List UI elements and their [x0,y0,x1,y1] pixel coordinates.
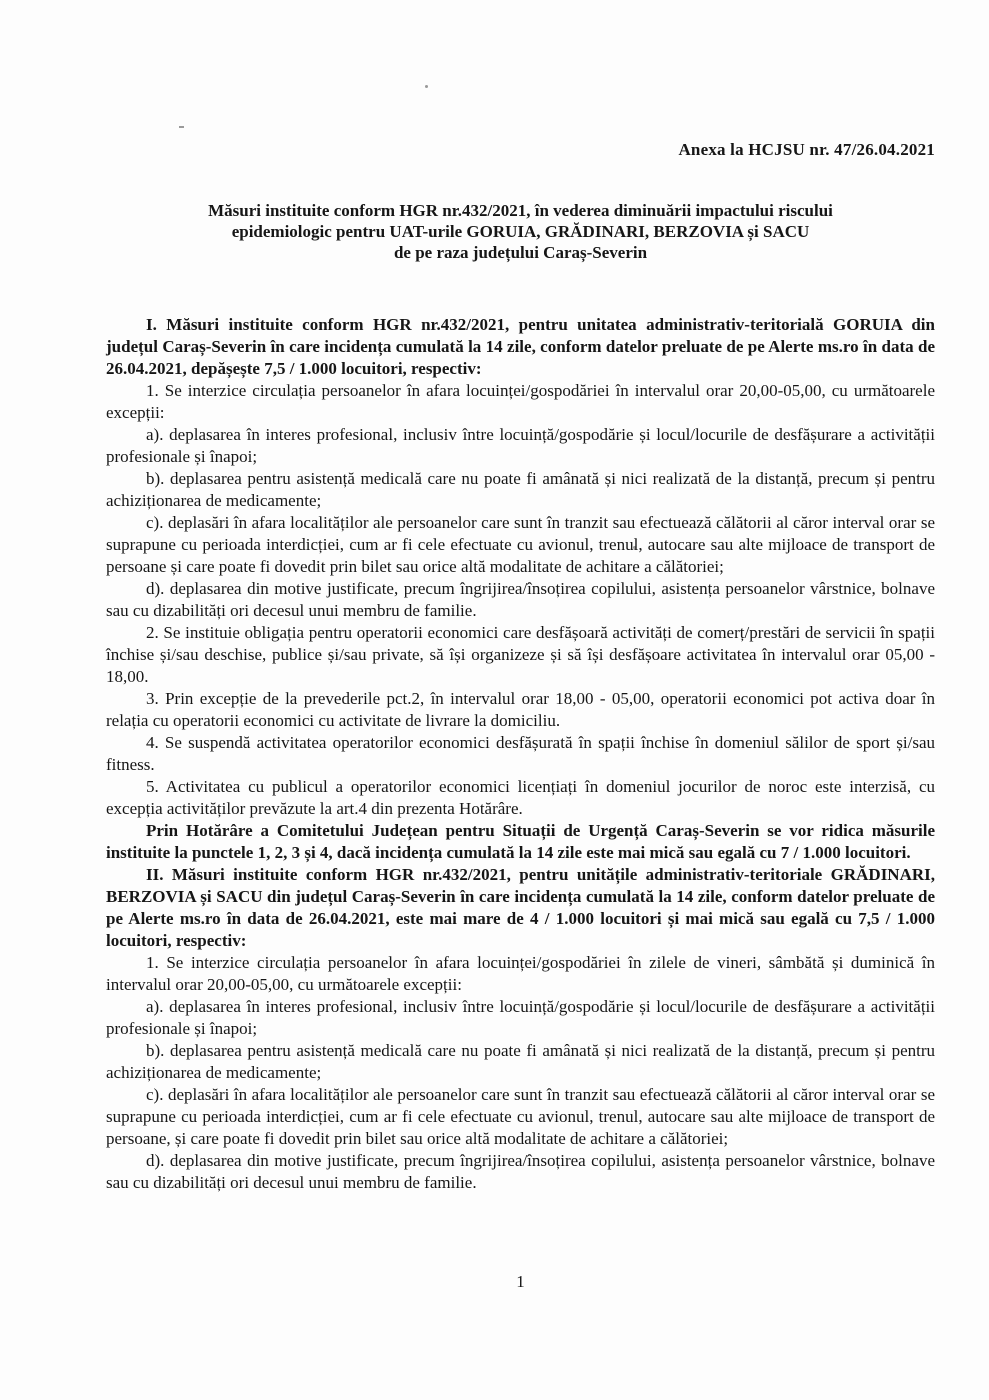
scan-artifact [179,126,184,128]
section-1-point-4: 4. Se suspendă activitatea operatorilor economici desfășurată în spații închise în domeniul sălilor de sport și/sau fitness. [106,733,935,774]
annex-reference: Anexa la HCJSU nr. 47/26.04.2021 [678,140,935,159]
section-1-point-2: 2. Se instituie obligația pentru operatorii economici care desfășoară activități de comerț/prestări de servicii în spații închise și/sau deschise, publice și/sau private, să își organizeze și să își desfășoare activitatea în intervalul orar 05,00 - 18,00. [106,623,935,686]
page-number: 1 [516,1272,525,1291]
section-1-point-5: 5. Activitatea cu publicul a operatorilor economici licențiați în domeniul jocurilor de noroc este interzisă, cu excepția activităților prevăzute la art.4 din prezenta Hotărâre. [106,777,935,818]
section-2-point-1c: c). deplasări în afara localităților ale persoanelor care sunt în tranzit sau efectuează călătorii al căror interval orar se suprapune cu perioada interdicției, cum ar fi cele efectuate cu avionul, trenul, autocare sau alte mijloace de transport de persoane, și care poate fi dovedit prin bilet sau orice altă modalitate de achitare a călătoriei; [106,1085,935,1148]
section-1-point-1: 1. Se interzice circulația persoanelor în afara locuinței/gospodăriei în intervalul orar 20,00-05,00, cu următoarele excepții: [106,381,935,422]
section-2-heading: II. Măsuri instituite conform HGR nr.432/2021, pentru unitățile administrativ-teritoriale GRĂDINARI, BERZOVIA și SACU din județul Caraș-Severin în care incidența cumulată la 14 zile, conform datelor preluate de pe Alerte ms.ro în data de 26.04.2021, este mai mare de 4 / 1.000 locuitori și mai mică sau egală cu 7,5 / 1.000 locuitori, respectiv: [106,865,935,950]
document-title [106,200,935,263]
title-line-1: Măsuri instituite conform HGR nr.432/2021, în vederea diminuării impactului riscului [208,201,833,220]
section-1-point-1a: a). deplasarea în interes profesional, inclusiv între locuință/gospodărie și locul/locurile de desfășurare a activității profesionale și înapoi; [106,425,935,466]
section-1-point-3: 3. Prin excepție de la prevederile pct.2, în intervalul orar 18,00 - 05,00, operatorii economici pot activa doar în relația cu operatorii economici cu activitate de livrare la domiciliu. [106,689,935,730]
section-1-point-1c: c). deplasări în afara localităților ale persoanelor care sunt în tranzit sau efectuează călătorii al căror interval orar se suprapune cu perioada interdicției, cum ar fi cele efectuate cu avionul, trenul, autocare sau alte mijloace de transport de persoane și care poate fi dovedit prin bilet sau orice altă modalitate de achitare a călătoriei; [106,513,935,576]
document-body [106,314,935,1194]
section-1-heading: I. Măsuri instituite conform HGR nr.432/2021, pentru unitatea administrativ-teritorială GORUIA din județul Caraș-Severin în care incidența cumulată la 14 zile, conform datelor preluate de pe Alerte ms.ro în data de 26.04.2021, depășește 7,5 / 1.000 locuitori, respectiv: [106,315,935,378]
section-2-point-1b: b). deplasarea pentru asistență medicală care nu poate fi amânată și nici realizată de la distanță, precum și pentru achiziționarea de medicamente; [106,1041,935,1082]
section-2-point-1a: a). deplasarea în interes profesional, inclusiv între locuință/gospodărie și locul/locurile de desfășurare a activității profesionale și înapoi; [106,997,935,1038]
section-1-closing: Prin Hotărâre a Comitetului Județean pentru Situații de Urgență Caraș-Severin se vor ridica măsurile instituite la punctele 1, 2, 3 și 4, dacă incidența cumulată la 14 zile este mai mică sau egală cu 7 / 1.000 locuitori. [106,821,935,862]
scan-artifact [425,85,428,88]
title-line-3: de pe raza județului Caraș-Severin [393,243,648,262]
section-2-point-1d: d). deplasarea din motive justificate, precum îngrijirea/însoțirea copilului, asistența persoanelor vârstnice, bolnave sau cu dizabilități ori decesul unui membru de familie. [106,1151,935,1192]
section-2-point-1: 1. Se interzice circulația persoanelor în afara locuinței/gospodăriei în zilele de vineri, sâmbătă și duminică în intervalul orar 20,00-05,00, cu următoarele excepții: [106,953,935,994]
title-line-2: epidemiologic pentru UAT-urile GORUIA, GRĂDINARI, BERZOVIA și SACU [231,222,810,241]
section-1-point-1d: d). deplasarea din motive justificate, precum îngrijirea/însoțirea copilului, asistența persoanelor vârstnice, bolnave sau cu dizabilități ori decesul unui membru de familie. [106,579,935,620]
section-1-point-1b: b). deplasarea pentru asistență medicală care nu poate fi amânată și nici realizată de la distanță, precum și pentru achiziționarea de medicamente; [106,469,935,510]
